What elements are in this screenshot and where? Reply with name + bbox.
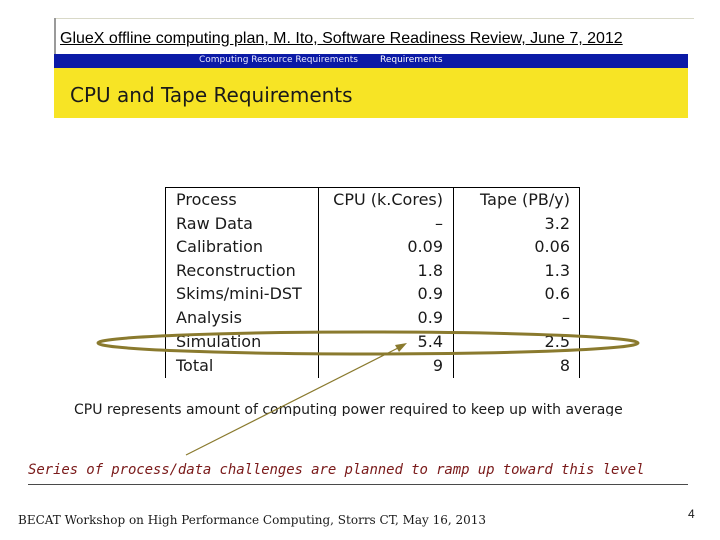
table-row-cpu: 0.09 bbox=[407, 237, 443, 256]
table-row-cpu: – bbox=[435, 214, 443, 233]
table-row-cpu: 9 bbox=[432, 356, 443, 375]
table-row-cpu: 5.4 bbox=[417, 332, 443, 351]
footer-text: BECAT Workshop on High Performance Computing, Storrs CT, May 16, 2013 bbox=[18, 513, 487, 527]
nav-section-current[interactable]: Computing Resource Requirements bbox=[199, 55, 358, 65]
table-row-cpu: 0.9 bbox=[417, 308, 443, 327]
page-number: 4 bbox=[688, 507, 695, 521]
table-row-process: Calibration bbox=[176, 237, 264, 256]
table-header-process: Process bbox=[176, 190, 237, 209]
table-row-tape: 0.06 bbox=[534, 237, 570, 256]
table-header-cpu: CPU (k.Cores) bbox=[333, 190, 443, 209]
annotation-arrowhead bbox=[395, 343, 407, 352]
table-row-process: Analysis bbox=[176, 308, 242, 327]
table-row-cpu: 0.9 bbox=[417, 284, 443, 303]
table-row-tape: 0.6 bbox=[544, 284, 570, 303]
cpu-note-text: CPU represents amount of computing power required to keep up with average bbox=[74, 402, 623, 416]
frame-title: CPU and Tape Requirements bbox=[70, 83, 353, 107]
table-row-process: Simulation bbox=[176, 332, 262, 351]
slide-header-title: GlueX offline computing plan, M. Ito, Software Readiness Review, June 7, 2012 bbox=[60, 30, 623, 47]
table-row-tape: – bbox=[562, 308, 570, 327]
annotation-rule bbox=[28, 484, 688, 485]
table-row-cpu: 1.8 bbox=[417, 261, 443, 280]
table-row-tape: 2.5 bbox=[544, 332, 570, 351]
table-row-tape: 1.3 bbox=[544, 261, 570, 280]
highlight-ellipse bbox=[98, 332, 638, 354]
table-row-process: Reconstruction bbox=[176, 261, 296, 280]
table-row-process: Total bbox=[176, 356, 214, 375]
annotation-text: Series of process/data challenges are planned to ramp up toward this level bbox=[28, 462, 645, 478]
table-row-tape: 3.2 bbox=[544, 214, 570, 233]
table-row-process: Raw Data bbox=[176, 214, 253, 233]
table-header-tape: Tape (PB/y) bbox=[480, 190, 570, 209]
table-row-process: Skims/mini-DST bbox=[176, 284, 302, 303]
table-row-tape: 8 bbox=[559, 356, 570, 375]
nav-section-next[interactable]: Requirements bbox=[380, 55, 443, 65]
annotation-arrow bbox=[186, 347, 400, 455]
